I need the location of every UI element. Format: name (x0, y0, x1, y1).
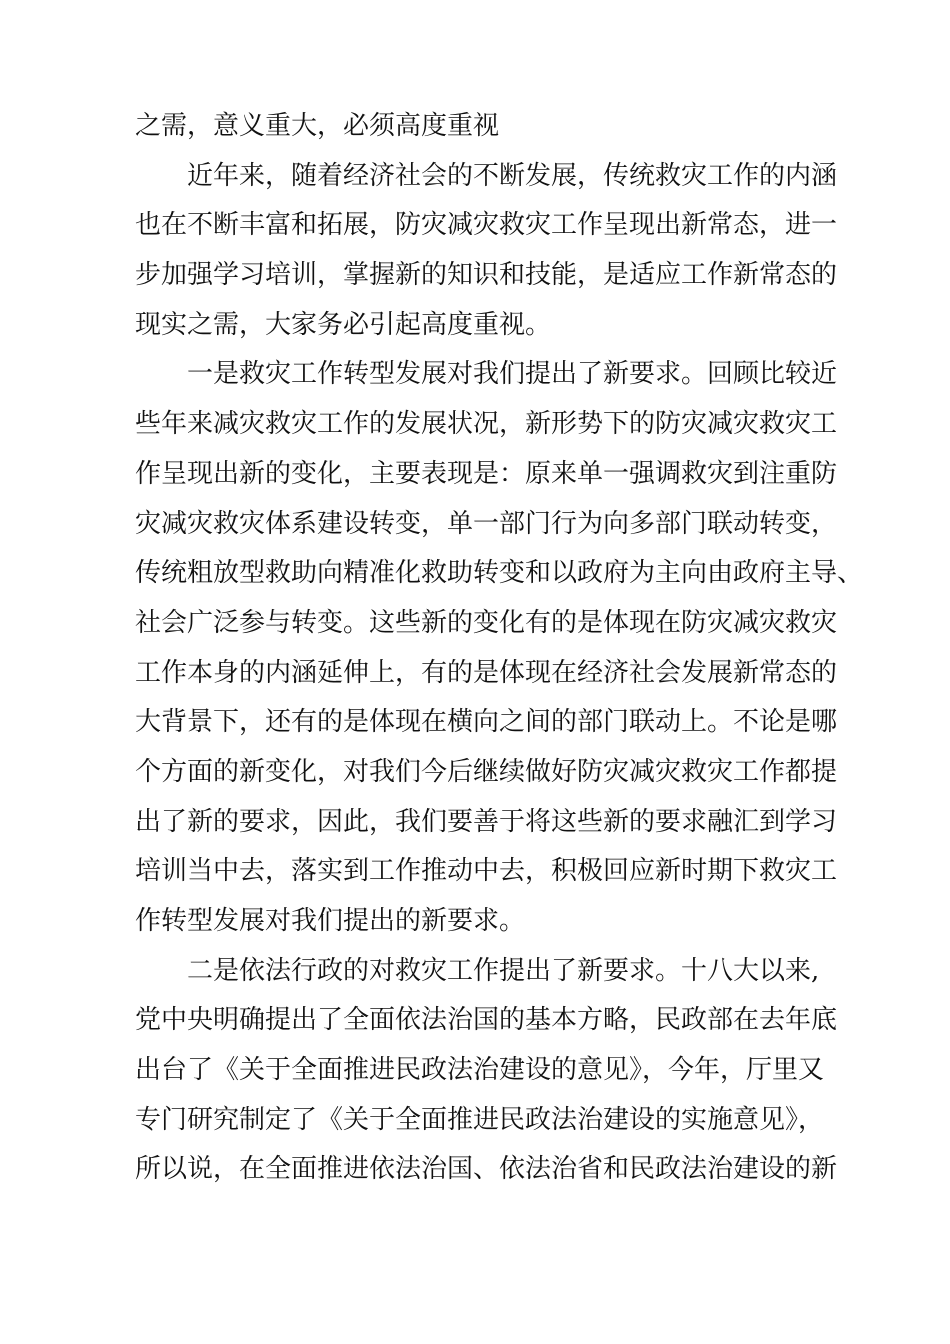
text-line: 步加强学习培训，掌握新的知识和技能，是适应工作新常态的 (135, 260, 838, 291)
text-line: 之需，意义重大，必须高度重视 (135, 111, 500, 141)
text-line: 党中央明确提出了全面依法治国的基本方略，民政部在去年底 (135, 1005, 838, 1036)
text-line: 出台了《关于全面推进民政法治建设的意见》，今年，厅里又 (135, 1055, 825, 1086)
text-line: 专门研究制定了《关于全面推进民政法治建设的实施意见》， (135, 1104, 825, 1135)
paragraph-first-line: 一是救灾工作转型发展对我们提出了新要求。回顾比较近 (187, 359, 838, 390)
text-line: 个方面的新变化，对我们今后继续做好防灾减灾救灾工作都提 (135, 756, 838, 787)
text-line: 社会广泛参与转变。这些新的变化有的是体现在防灾减灾救灾 (135, 607, 838, 638)
body-text (135, 102, 864, 1195)
text-line: 作转型发展对我们提出的新要求。 (135, 906, 526, 936)
text-line: 培训当中去，落实到工作推动中去，积极回应新时期下救灾工 (135, 856, 838, 887)
text-line: 大背景下，还有的是体现在横向之间的部门联动上。不论是哪 (135, 707, 838, 738)
text-line: 工作本身的内涵延伸上，有的是体现在经济社会发展新常态的 (135, 657, 838, 688)
text-line: 出了新的要求，因此，我们要善于将这些新的要求融汇到学习 (135, 806, 838, 837)
text-line: 些年来减灾救灾工作的发展状况，新形势下的防灾减灾救灾工 (135, 409, 838, 440)
text-line: 作呈现出新的变化，主要表现是：原来单一强调救灾到注重防 (135, 458, 838, 489)
text-line: 所以说，在全面推进依法治国、依法治省和民政法治建设的新 (135, 1154, 838, 1185)
text-line: 也在不断丰富和拓展，防灾减灾救灾工作呈现出新常态，进一 (135, 210, 838, 241)
text-line: 灾减灾救灾体系建设转变，单一部门行为向多部门联动转变， (135, 508, 838, 539)
paragraph-first-line: 近年来，随着经济社会的不断发展，传统救灾工作的内涵 (187, 160, 838, 191)
paragraph-first-line: 二是依法行政的对救灾工作提出了新要求。十八大以来, (187, 955, 820, 986)
text-line: 现实之需，大家务必引起高度重视。 (135, 309, 552, 340)
text-line: 传统粗放型救助向精准化救助转变和以政府为主向由政府主导、 (135, 558, 864, 589)
